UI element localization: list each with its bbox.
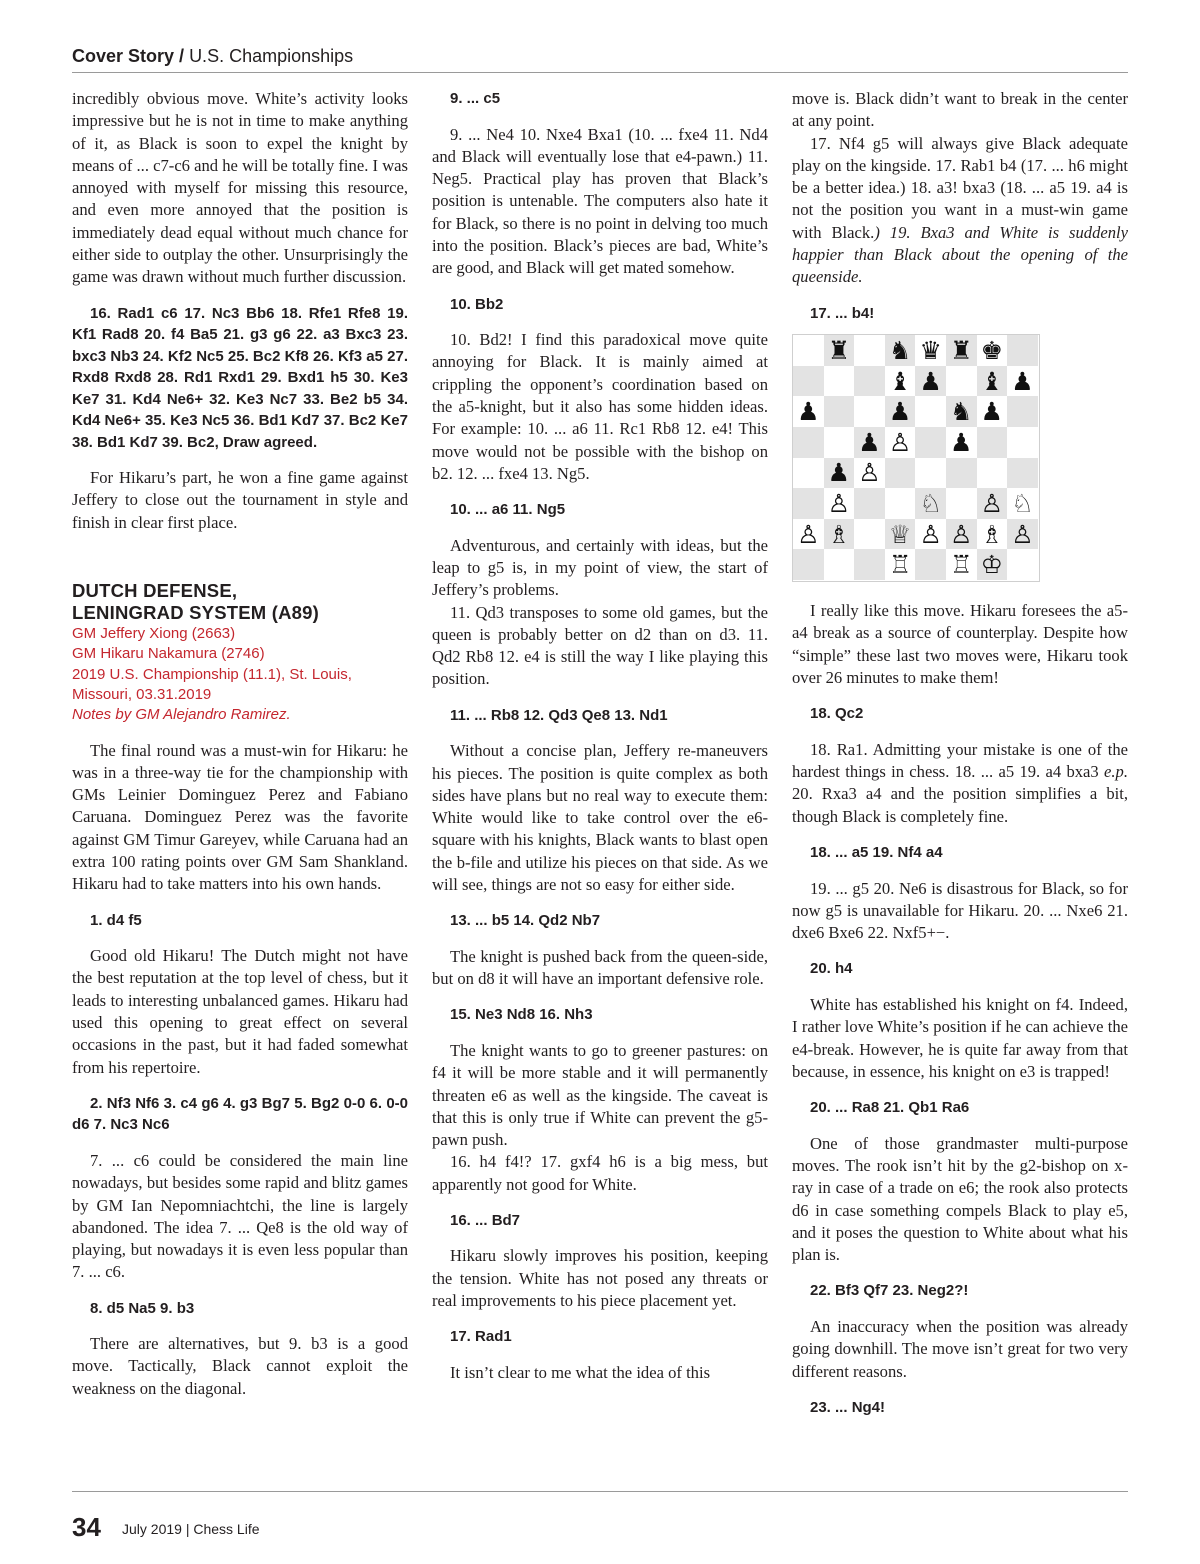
annotator-note: Notes by GM Alejandro Ramirez. — [72, 706, 291, 724]
square-a8 — [793, 335, 824, 366]
square-h1 — [1007, 549, 1038, 580]
publication-line: July 2019 | Chess Life — [122, 1521, 260, 1537]
move-line: 22. Bf3 Qf7 23. Neg2?! — [810, 1282, 969, 1300]
paragraph: The knight wants to go to greener pastures: on f4 it will be more stable and it will permanently threaten e6 as well as the kingside. The caveat is that this is only true if White can prevent the g5-pawn push. — [432, 1040, 768, 1150]
game-title-line-2: LENINGRAD SYSTEM (A89) — [72, 602, 319, 624]
move-line: 18. ... a5 19. Nf4 a4 — [810, 844, 943, 862]
square-c8 — [854, 335, 885, 366]
square-h5 — [1007, 427, 1038, 458]
square-d5: ♙ — [885, 427, 916, 458]
paragraph: 10. Bd2! I find this paradoxical move quite annoying for Black. It is mainly aimed at crippling the opponent’s coordination based on the a5-knight, but it also has some hidden ideas. For example: 10. ... a6 11. Rc1 Rb8 12. e4! This move would not be possible with the bishop on b2. 12. ... fxe4 13. Ng5. — [432, 330, 768, 483]
square-f8: ♜ — [946, 335, 977, 366]
square-c2 — [854, 519, 885, 550]
square-b8: ♜ — [824, 335, 855, 366]
event-line-1: 2019 U.S. Championship (11.1), St. Louis, — [72, 665, 352, 683]
square-g3: ♙ — [977, 488, 1008, 519]
text-run: e.p. — [1104, 762, 1128, 782]
square-g7: ♝ — [977, 366, 1008, 397]
square-b7 — [824, 366, 855, 397]
paragraph: incredibly obvious move. White’s activity looks impressive but he is not in time to make anything of it, as Black is soon to expel the knight by means of ... c7-c6 and he will be totally fine. I was annoyed with myself for missing this resource, and even more annoyed that the position is immediately dead equal without much chance for either side to outplay the other. Unsurprisingly the game was drawn without much further discussion. — [72, 89, 408, 287]
square-h2: ♙ — [1007, 519, 1038, 550]
paragraph: Adventurous, and certainly with ideas, but the leap to g5 is, in my point of view, the start of Jeffery’s problems. — [432, 535, 768, 600]
square-f1: ♖ — [946, 549, 977, 580]
square-d4 — [885, 458, 916, 489]
square-g4 — [977, 458, 1008, 489]
paragraph: White has established his knight on f4. Indeed, I rather love White’s position if he can achieve the e4-break. However, he is quite far away from that because, in essence, his knight on e3 is trapped! — [792, 994, 1128, 1081]
paragraph: An inaccuracy when the position was already going downhill. The move isn’t great for two very different reasons. — [792, 1316, 1128, 1381]
running-header — [72, 46, 1128, 73]
square-b1 — [824, 549, 855, 580]
header-separator: / — [174, 46, 190, 66]
move-line: 8. d5 Na5 9. b3 — [90, 1299, 195, 1317]
square-e5 — [915, 427, 946, 458]
move-line: 17. ... b4! — [810, 304, 875, 322]
square-e1 — [915, 549, 946, 580]
square-d1: ♖ — [885, 549, 916, 580]
square-g1: ♔ — [977, 549, 1008, 580]
square-a7 — [793, 366, 824, 397]
square-f7 — [946, 366, 977, 397]
header-subsection: U.S. Championships — [189, 46, 354, 66]
paragraph: 7. ... c6 could be considered the main line nowadays, but besides some rapid and blitz games by GM Ian Nepomniachtchi, the line is largely abandoned. The idea 7. ... Qe8 is the old way of playing, but nowadays it is even less popular than 7. ... c6. — [72, 1150, 408, 1282]
square-c3 — [854, 488, 885, 519]
move-line: 10. ... a6 11. Ng5 — [450, 501, 566, 519]
column-1 — [72, 88, 408, 1400]
square-c6 — [854, 396, 885, 427]
move-line: 13. ... b5 14. Qd2 Nb7 — [450, 912, 601, 930]
paragraph — [792, 133, 1128, 289]
square-f3 — [946, 488, 977, 519]
square-e4 — [915, 458, 946, 489]
text-run: ) 19. Bxa3 and White is suddenly happier than Black about the opening of the queenside. — [792, 222, 1128, 287]
move-line: 16. ... Bd7 — [450, 1211, 521, 1229]
game-title-line-1: DUTCH DEFENSE, — [72, 580, 238, 602]
square-h4 — [1007, 458, 1038, 489]
paragraph: Without a concise plan, Jeffery re-maneuvers his pieces. The position is quite complex as both sides have plans but no real way to execute them: White would like to take control over the e6-square with his knights, Black wants to blast open the b-file and utilize his pieces on that side. As we will see, things are not so easy for either side. — [432, 741, 768, 895]
text-run: 18. Ra1. Admitting your mistake is one of the hardest things in chess. 18. ... a5 19. a4 bxa3 — [792, 739, 1128, 782]
text-run: 17. Nf4 g5 will always give Black adequate play on the kingside. 17. Rab1 b4 (17. ... h6 might be a better idea.) 18. a3! bxa3 (18. ... a5 19. a4 is not the position you want in a must-win game with Black. — [792, 133, 1128, 242]
move-line: 23. ... Ng4! — [810, 1398, 886, 1416]
square-h3: ♘ — [1007, 488, 1038, 519]
move-line: 15. Ne3 Nd8 16. Nh3 — [450, 1006, 593, 1024]
column-3 — [792, 88, 1128, 1418]
chess-board — [793, 335, 1038, 580]
square-c7 — [854, 366, 885, 397]
white-player: GM Jeffery Xiong (2663) — [72, 625, 236, 643]
square-d7: ♝ — [885, 366, 916, 397]
paragraph: 11. Qd3 transposes to some old games, but the queen is probably better on d2 than on d3. 11. Qd2 Rb8 12. e4 is still the way I like playing this position. — [432, 602, 768, 689]
square-e7: ♟ — [915, 366, 946, 397]
page-number: 34 — [72, 1512, 101, 1542]
square-h8 — [1007, 335, 1038, 366]
square-a3 — [793, 488, 824, 519]
square-d6: ♟ — [885, 396, 916, 427]
square-a5 — [793, 427, 824, 458]
square-b3: ♙ — [824, 488, 855, 519]
square-b6 — [824, 396, 855, 427]
square-f4 — [946, 458, 977, 489]
square-e2: ♙ — [915, 519, 946, 550]
square-d2: ♕ — [885, 519, 916, 550]
paragraph — [792, 739, 1128, 828]
square-b5 — [824, 427, 855, 458]
square-d3 — [885, 488, 916, 519]
square-e3: ♘ — [915, 488, 946, 519]
chess-diagram — [792, 334, 1040, 582]
square-c4: ♙ — [854, 458, 885, 489]
paragraph: It isn’t clear to me what the idea of this — [450, 1362, 711, 1382]
text-run: 20. Rxa3 a4 and the position simplifies a bit, though Black is completely fine. — [792, 784, 1128, 826]
move-line: 20. h4 — [810, 960, 853, 978]
square-d8: ♞ — [885, 335, 916, 366]
move-line: 10. Bb2 — [450, 295, 504, 313]
square-a6: ♟ — [793, 396, 824, 427]
square-f5: ♟ — [946, 427, 977, 458]
square-g2: ♗ — [977, 519, 1008, 550]
paragraph: The knight is pushed back from the queen-side, but on d8 it will have an important defensive role. — [432, 946, 768, 989]
paragraph: 9. ... Ne4 10. Nxe4 Bxa1 (10. ... fxe4 11. Nd4 and Black will eventually lose that e4-pawn.) 11. Neg5. Practical play has proven that Black’s position is untenable. The computers also hate it for Black, so there is no point in delving too much into the position. Black’s pieces are bad, White’s are good, and Black will get mated somehow. — [432, 124, 768, 278]
event-line-2: Missouri, 03.31.2019 — [72, 685, 212, 703]
move-line: 9. ... c5 — [450, 90, 501, 107]
paragraph: 16. h4 f4!? 17. gxf4 h6 is a big mess, but apparently not good for White. — [432, 1152, 768, 1194]
square-b4: ♟ — [824, 458, 855, 489]
square-a1 — [793, 549, 824, 580]
header-section: Cover Story — [72, 46, 175, 66]
paragraph: 19. ... g5 20. Ne6 is disastrous for Black, so for now g5 is unavailable for Hikaru. 20. ... Nxe6 21. dxe6 Bxe6 22. Nxf5+−. — [792, 878, 1128, 943]
square-h7: ♟ — [1007, 366, 1038, 397]
move-line: 11. ... Rb8 12. Qd3 Qe8 13. Nd1 — [450, 706, 668, 724]
move-line: 18. Qc2 — [810, 705, 864, 723]
square-g6: ♟ — [977, 396, 1008, 427]
paragraph: Hikaru slowly improves his position, keeping the tension. White has not posed any threats or real improvements to his piece placement yet. — [432, 1246, 768, 1311]
move-line: 1. d4 f5 — [90, 911, 142, 929]
page-footer — [72, 1491, 1128, 1542]
move-line: 20. ... Ra8 21. Qb1 Ra6 — [810, 1099, 970, 1117]
square-c1 — [854, 549, 885, 580]
square-g5 — [977, 427, 1008, 458]
black-player: GM Hikaru Nakamura (2746) — [72, 645, 265, 663]
square-e6 — [915, 396, 946, 427]
column-2 — [432, 88, 768, 1384]
square-c5: ♟ — [854, 427, 885, 458]
move-line: 17. Rad1 — [450, 1328, 512, 1346]
paragraph: One of those grandmaster multi-purpose moves. The rook isn’t hit by the g2-bishop on x-ray in case of a trade on e6; the rook also protects d6 in case something compels Black to play e5, and it poses the question to White about what his plan is. — [792, 1133, 1128, 1265]
square-f2: ♙ — [946, 519, 977, 550]
paragraph: I really like this move. Hikaru foresees the a5-a4 break as a source of counterplay. Despite how “simple” these last two moves were, Hikaru took over 26 minutes to make them! — [792, 601, 1128, 688]
square-h6 — [1007, 396, 1038, 427]
square-g8: ♚ — [977, 335, 1008, 366]
square-a2: ♙ — [793, 519, 824, 550]
square-a4 — [793, 458, 824, 489]
square-b2: ♗ — [824, 519, 855, 550]
paragraph: The final round was a must-win for Hikaru: he was in a three-way tie for the championship with GMs Leinier Dominguez Perez and Fabiano Caruana. Dominguez Perez was the favorite against GM Timur Gareyev, while Caruana had an extra 100 rating points over GM Sam Shankland. Hikaru had to take matters into his own hands. — [72, 740, 408, 894]
square-e8: ♛ — [915, 335, 946, 366]
paragraph: Good old Hikaru! The Dutch might not have the best reputation at the top level of chess, but it leads to interesting unbalanced games. Hikaru had used this opening to great effect on several occasions in the past, but it had faded somewhat from his repertoire. — [72, 946, 408, 1077]
paragraph: There are alternatives, but 9. b3 is a good move. Tactically, Black cannot exploit the weakness on the diagonal. — [72, 1334, 408, 1398]
square-f6: ♞ — [946, 396, 977, 427]
paragraph: For Hikaru’s part, he won a fine game against Jeffery to close out the tournament in style and finish in clear first place. — [72, 468, 408, 532]
move-line: 16. Rad1 c6 17. Nc3 Bb6 18. Rfe1 Rfe8 19. Kf1 Rad8 20. f4 Ba5 21. g3 g6 22. a3 Bxc3 23. bxc3 Nb3 24. Kf2 Nc5 25. Bc2 Kf8 26. Kf3 a5 27. Rxd8 Rxd8 28. Rd1 Rxd1 29. Bxd1 h5 30. Ke3 Ke7 31. Kd4 Ne6+ 32. Ke3 Nc7 33. Be2 b5 34. Kd4 Ne6+ 35. Ke3 Nc5 36. Bd1 Kd7 37. Bc2 Ke7 38. Bd1 Kd7 39. Bc2, Draw agreed. — [72, 304, 409, 451]
move-line: 2. Nf3 Nf6 3. c4 g6 4. g3 Bg7 5. Bg2 0-0 6. 0-0 d6 7. Nc3 Nc6 — [72, 1094, 408, 1134]
paragraph: move is. Black didn’t want to break in the center at any point. — [792, 89, 1128, 131]
